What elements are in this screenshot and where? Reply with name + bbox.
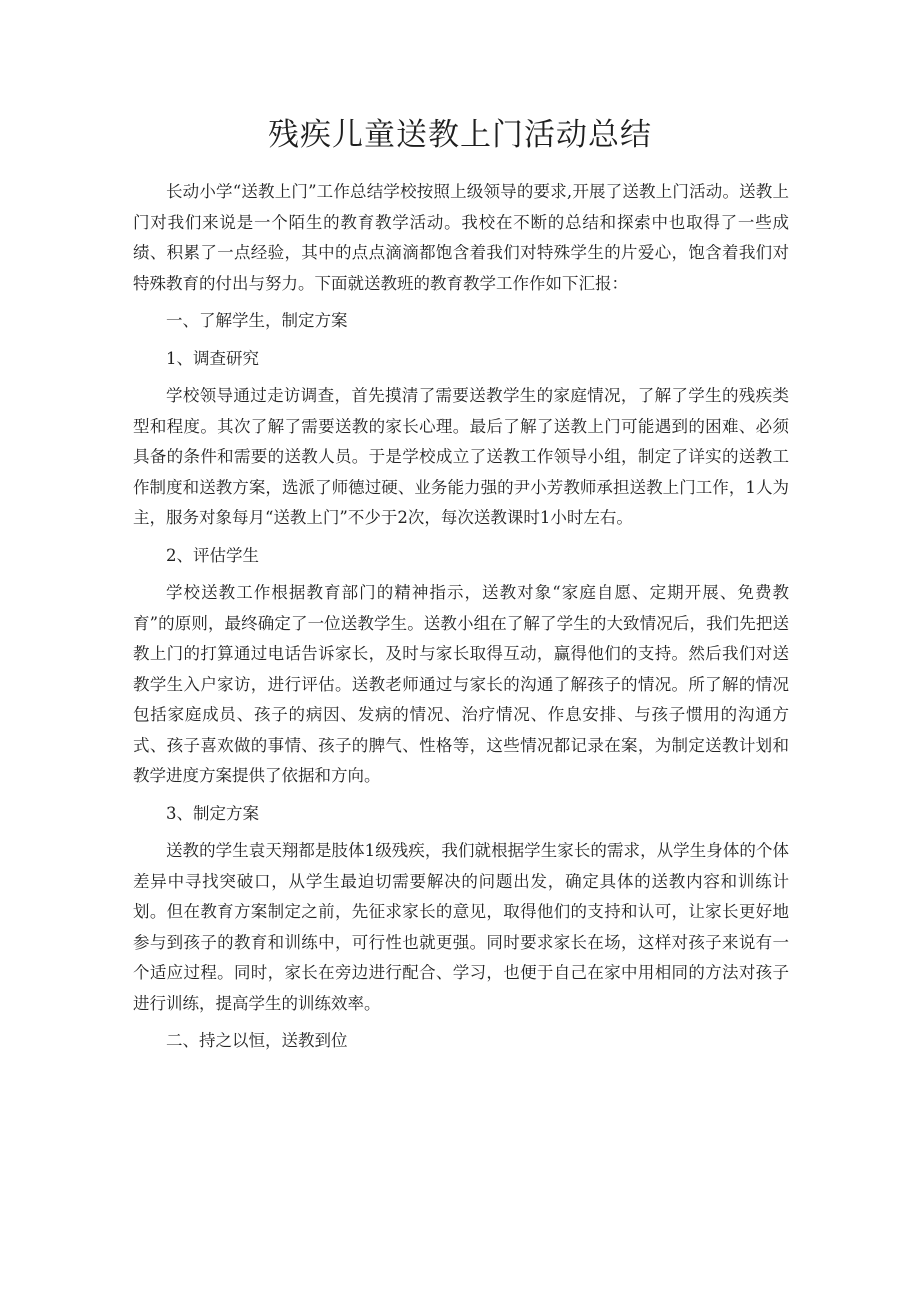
document-body (133, 177, 789, 1057)
document-title: 残疾儿童送教上门活动总结 (268, 117, 652, 153)
paragraph-investigation: 学校领导通过走访调查，首先摸清了需要送教学生的家庭情况，了解了学生的残疾类型和程度。其次了解了需要送教的家长心理。最后了解了送教上门可能遇到的困难、必须具备的条件和需要的送教人员。于是学校成立了送教工作领导小组，制定了详实的送教工作制度和送教方案，选派了师德过硬、业务能力强的尹小芳教师承担送教上门工作，1人为主，服务对象每月“送教上门”不少于2次，每次送教课时1小时左右。 (133, 386, 789, 527)
subsection-heading-1-2: 2、评估学生 (166, 545, 259, 565)
subsection-heading-1-3: 3、制定方案 (166, 803, 259, 823)
subsection-heading-1-1: 1、调查研究 (166, 348, 259, 368)
section-heading-2: 二、持之以恒，送教到位 (166, 1031, 348, 1050)
paragraph-plan: 送教的学生袁天翔都是肢体1级残疾，我们就根据学生家长的需求，从学生身体的个体差异中寻找突破口，从学生最迫切需要解决的问题出发，确定具体的送教内容和训练计划。但在教育方案制定之前，先征求家长的意见，取得他们的支持和认可，让家长更好地参与到孩子的教育和训练中，可行性也就更强。同时要求家长在场，这样对孩子来说有一个适应过程。同时，家长在旁边进行配合、学习，也便于自己在家中用相同的方法对孩子进行训练，提高学生的训练效率。 (133, 841, 789, 1013)
section-heading-1: 一、了解学生，制定方案 (166, 311, 348, 330)
paragraph-assessment: 学校送教工作根据教育部门的精神指示，送教对象“家庭自愿、定期开展、免费教育”的原则，最终确定了一位送教学生。送教小组在了解了学生的大致情况后，我们先把送教上门的打算通过电话告诉家长，及时与家长取得互动，赢得他们的支持。然后我们对送教学生入户家访，进行评估。送教老师通过与家长的沟通了解孩子的情况。所了解的情况包括家庭成员、孩子的病因、发病的情况、治疗情况、作息安排、与孩子惯用的沟通方式、孩子喜欢做的事情、孩子的脾气、性格等，这些情况都记录在案，为制定送教计划和教学进度方案提供了依据和方向。 (133, 583, 789, 785)
intro-paragraph: 长动小学“送教上门”工作总结学校按照上级领导的要求,开展了送教上门活动。送教上门对我们来说是一个陌生的教育教学活动。我校在不断的总结和探索中也取得了一些成绩、积累了一点经验，其中的点点滴滴都饱含着我们对特殊学生的片爱心，饱含着我们对特殊教育的付出与努力。下面就送教班的教育教学工作作如下汇报： (133, 182, 789, 293)
